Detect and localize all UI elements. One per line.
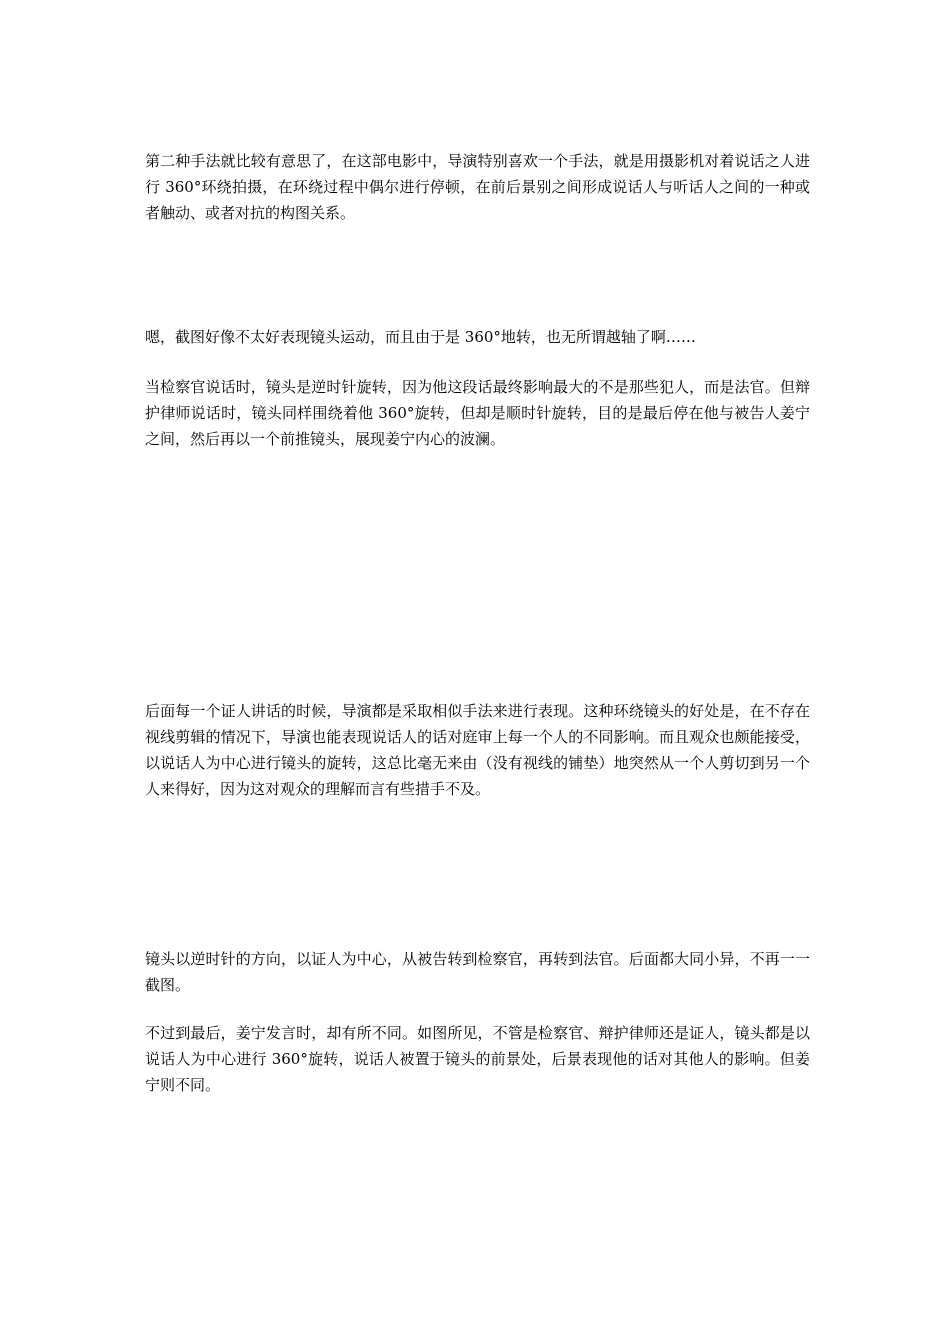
paragraph-counterclockwise: 镜头以逆时针的方向，以证人为中心，从被告转到检察官，再转到法官。后面都大同小异，不再一一截图。: [145, 950, 810, 994]
paragraph-witness-technique: 后面每一个证人讲话的时候，导演都是采取相似手法来进行表现。这种环绕镜头的好处是，在不存在视线剪辑的情况下，导演也能表现说话人的话对庭审上每一个人的不同影响。而且观众也颇能接受，以说话人为中心进行镜头的旋转，这总比毫无来由（没有视线的铺垫）地突然从一个人剪切到另一个人来得好，因为这对观众的理解而言有些措手不及。: [145, 702, 810, 798]
paragraph-screenshot-note: 嗯，截图好像不太好表现镜头运动，而且由于是 360°地转，也无所谓越轴了啊……: [145, 328, 696, 346]
paragraph-jiangning-different: 不过到最后，姜宁发言时，却有所不同。如图所见，不管是检察官、辩护律师还是证人，镜头都是以说话人为中心进行 360°旋转，说话人被置于镜头的前景处，后景表现他的话对其他人的影响。但姜宁则不同。: [145, 1024, 810, 1094]
paragraph-first-technique: 第二种手法就比较有意思了，在这部电影中，导演特别喜欢一个手法，就是用摄影机对着说话之人进行 360°环绕拍摄，在环绕过程中偶尔进行停顿，在前后景别之间形成说话人与听话人之间的一种或者触动、或者对抗的构图关系。: [145, 152, 810, 222]
paragraph-prosecutor-lawyer: 当检察官说话时，镜头是逆时针旋转，因为他这段话最终影响最大的不是那些犯人，而是法官。但辩护律师说话时，镜头同样围绕着他 360°旋转，但却是顺时针旋转，目的是最后停在他与被告人姜宁之间，然后再以一个前推镜头，展现姜宁内心的波澜。: [145, 378, 810, 448]
